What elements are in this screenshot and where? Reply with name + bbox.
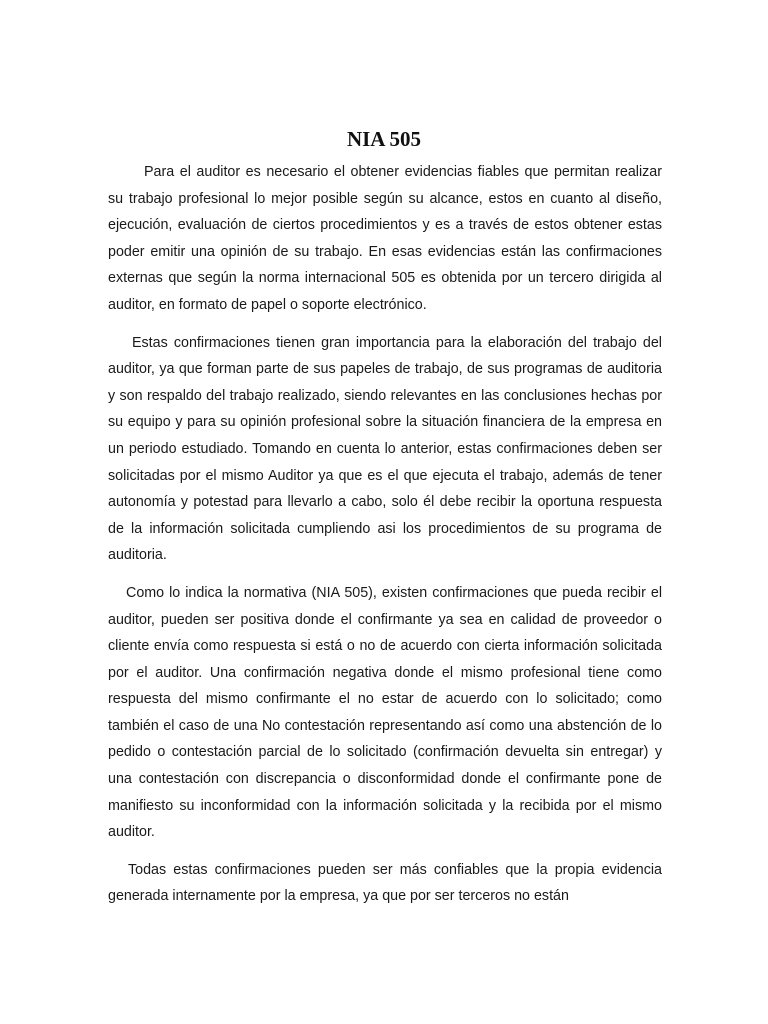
document-body xyxy=(108,159,662,921)
paragraph-4: Todas estas confirmaciones pueden ser más confiables que la propia evidencia generada internamente por la empresa, ya que por ser terceros no están xyxy=(108,861,662,905)
document-title: NIA 505 xyxy=(346,127,422,151)
paragraph-2: Estas confirmaciones tienen gran importancia para la elaboración del trabajo del auditor, ya que forman parte de sus papeles de trabajo, de sus programas de auditoria y son respaldo del trabajo realizado, siendo relevantes en las conclusiones hechas por su equipo y para su opinión profesional sobre la situación financiera de la empresa en un periodo estudiado. Tomando en cuenta lo anterior, estas confirmaciones deben ser solicitadas por el mismo Auditor ya que es el que ejecuta el trabajo, además de tener autonomía y potestad para llevarlo a cabo, solo él debe recibir la oportuna respuesta de la información solicitada cumpliendo asi los procedimientos de su programa de auditoria. xyxy=(108,334,662,564)
paragraph-3: Como lo indica la normativa (NIA 505), existen confirmaciones que pueda recibir el auditor, pueden ser positiva donde el confirmante ya sea en calidad de proveedor o cliente envía como respuesta si está o no de acuerdo con cierta información solicitada por el auditor. Una confirmación negativa donde el mismo profesional tiene como respuesta del mismo confirmante el no estar de acuerdo con lo solicitado; como también el caso de una No contestación representando así como una abstención de lo pedido o contestación parcial de lo solicitado (confirmación devuelta sin entregar) y una contestación con discrepancia o disconformidad donde el confirmante pone de manifiesto su inconformidad con la información solicitada y la recibida por el mismo auditor. xyxy=(108,584,662,841)
paragraph-1: Para el auditor es necesario el obtener evidencias fiables que permitan realizar su trabajo profesional lo mejor posible según su alcance, estos en cuanto al diseño, ejecución, evaluación de ciertos procedimientos y es a través de estos obtener estas poder emitir una opinión de su trabajo. En esas evidencias están las confirmaciones externas que según la norma internacional 505 es obtenida por un tercero dirigida al auditor, en formato de papel o soporte electrónico. xyxy=(108,164,662,313)
